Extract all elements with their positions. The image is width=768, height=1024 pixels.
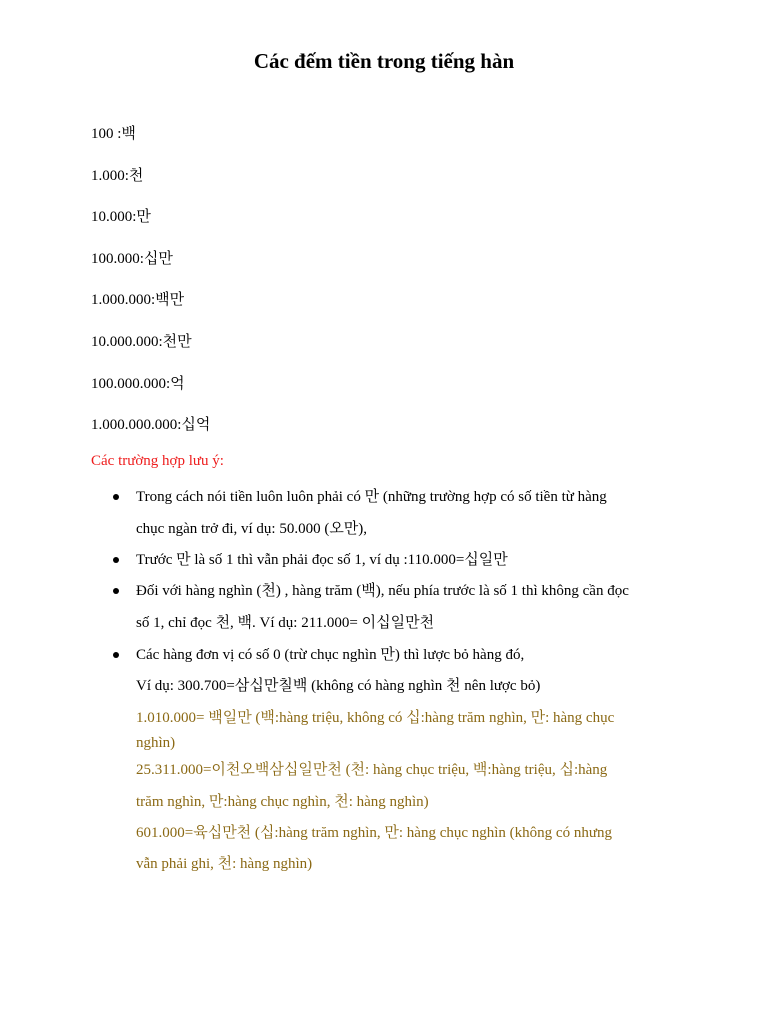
document-title: Các đếm tiền trong tiếng hàn xyxy=(253,49,515,73)
example-line: vẫn phải ghi, 천: hàng nghìn) xyxy=(136,856,313,872)
bullet-text: Các hàng đơn vị có số 0 (trừ chục nghìn 만) thì lược bỏ hàng đó, xyxy=(136,647,525,663)
number-line: 10.000.000:천만 xyxy=(91,334,192,350)
number-line: 100.000:십만 xyxy=(91,251,173,267)
bullet-text: số 1, chỉ đọc 천, 백. Ví dụ: 211.000= 이십일만천 xyxy=(136,615,435,631)
example-line: 25.311.000=이천오백삼십일만천 (천: hàng chục triệu, 백:hàng triệu, 십:hàng xyxy=(136,762,608,778)
bullet-text: Trong cách nói tiền luôn luôn phải có 만 (những trường hợp có số tiền từ hàng xyxy=(136,489,607,505)
bullet-dot xyxy=(113,494,119,500)
number-line: 1.000:천 xyxy=(91,168,144,184)
bullet-text: Trước 만 là số 1 thì vẫn phải đọc số 1, ví dụ :110.000=십일만 xyxy=(136,552,508,568)
bullet-dot xyxy=(113,652,119,658)
example-line: trăm nghìn, 만:hàng chục nghìn, 천: hàng nghìn) xyxy=(136,794,429,810)
number-line: 10.000:만 xyxy=(91,209,151,225)
bullet-text: Đối với hàng nghìn (천) , hàng trăm (백), nếu phía trước là số 1 thì không cần đọc xyxy=(136,583,629,599)
number-line: 100 :백 xyxy=(91,126,136,142)
number-line: 1.000.000.000:십억 xyxy=(91,417,211,433)
example-line: 1.010.000= 백일만 (백:hàng triệu, không có 십:hàng trăm nghìn, 만: hàng chục xyxy=(136,710,615,726)
bullet-text: Ví dụ: 300.700=삼십만칠백 (không có hàng nghìn 천 nên lược bỏ) xyxy=(136,678,541,694)
notes-heading: Các trường hợp lưu ý: xyxy=(91,453,224,469)
bullet-dot xyxy=(113,557,119,563)
bullet-dot xyxy=(113,588,119,594)
bullet-text: chục ngàn trở đi, ví dụ: 50.000 (오만), xyxy=(136,521,368,537)
example-line: 601.000=육십만천 (십:hàng trăm nghìn, 만: hàng chục nghìn (không có nhưng xyxy=(136,825,612,841)
number-line: 100.000.000:억 xyxy=(91,376,185,392)
number-line: 1.000.000:백만 xyxy=(91,292,185,308)
example-line: nghìn) xyxy=(136,735,176,751)
